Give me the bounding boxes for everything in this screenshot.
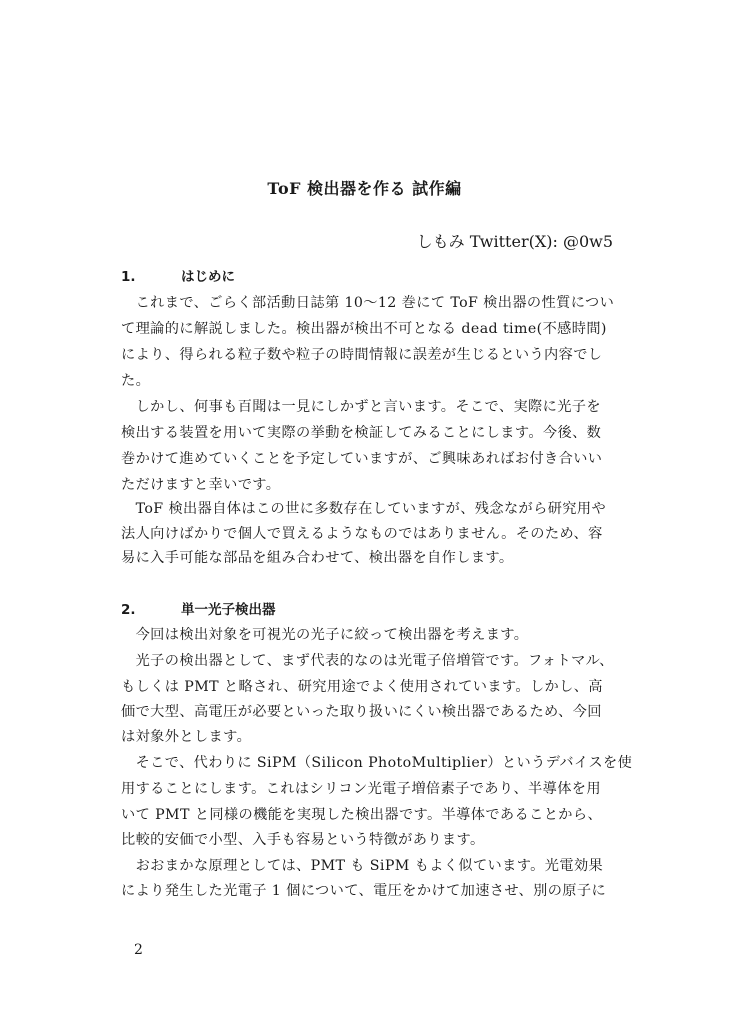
text-line: 法人向けばかりで個人で買えるようなものではありません。そのため、容 bbox=[121, 526, 603, 542]
page-title: ToF 検出器を作る 試作編 bbox=[267, 179, 462, 198]
text-line: 巻かけて進めていくことを予定していますが、ご興味あればお付き合いい bbox=[121, 451, 603, 467]
text-line: により発生した光電子 1 個について、電圧をかけて加速させ、別の原子に bbox=[121, 883, 607, 899]
text-line: 用することにします。これはシリコン光電子増倍素子であり、半導体を用 bbox=[121, 781, 601, 797]
section-1-heading bbox=[121, 265, 235, 285]
text-line: これまで、ごらく部活動日誌第 10～12 巻にて ToF 検出器の性質につい bbox=[121, 295, 615, 311]
text-line: 価で大型、高電圧が必要といった取り扱いにくい検出器であるため、今回 bbox=[121, 704, 602, 720]
text-line: た。 bbox=[121, 373, 151, 389]
text-line: いて PMT と同様の機能を実現した検出器です。半導体であることから、 bbox=[121, 807, 603, 823]
section-1-title: はじめに bbox=[181, 269, 235, 285]
section-2-number: 2. bbox=[121, 602, 136, 618]
text-line: もしくは PMT と略され、研究用途でよく使用されています。しかし、高 bbox=[121, 679, 603, 695]
text-line: そこで、代わりに SiPM（Silicon PhotoMultiplier）というデバイスを使 bbox=[121, 755, 633, 771]
section-2-heading bbox=[121, 598, 276, 618]
text-line: 今回は検出対象を可視光の光子に絞って検出器を考えます。 bbox=[121, 627, 529, 643]
text-line: ToF 検出器自体はこの世に多数存在していますが、残念ながら研究用や bbox=[121, 501, 607, 517]
page-number: 2 bbox=[134, 942, 143, 958]
text-line: 光子の検出器として、まず代表的なのは光電子倍増管です。フォトマル、 bbox=[121, 653, 614, 669]
section-1-number: 1. bbox=[121, 269, 136, 285]
text-line: 検出する装置を用いて実際の挙動を検証してみることにします。今後、数 bbox=[121, 425, 602, 441]
text-line: ただけますと幸いです。 bbox=[121, 477, 281, 493]
section-2-title: 単一光子検出器 bbox=[181, 602, 276, 618]
text-line: は対象外とします。 bbox=[121, 729, 252, 745]
text-line: により、得られる粒子数や粒子の時間情報に誤差が生じるという内容でし bbox=[121, 347, 603, 363]
author-line: しもみ Twitter(X): @0w5 bbox=[416, 232, 613, 251]
text-line: て理論的に解説しました。検出器が検出不可となる dead time(不感時間) bbox=[121, 321, 607, 337]
text-line: 比較的安価で小型、入手も容易という特徴があります。 bbox=[121, 832, 485, 848]
text-line: おおまかな原理としては、PMT も SiPM もよく似ています。光電効果 bbox=[121, 858, 604, 874]
text-line: しかし、何事も百聞は一見にしかずと言います。そこで、実際に光子を bbox=[121, 399, 601, 415]
text-line: 易に入手可能な部品を組み合わせて、検出器を自作します。 bbox=[121, 550, 514, 566]
